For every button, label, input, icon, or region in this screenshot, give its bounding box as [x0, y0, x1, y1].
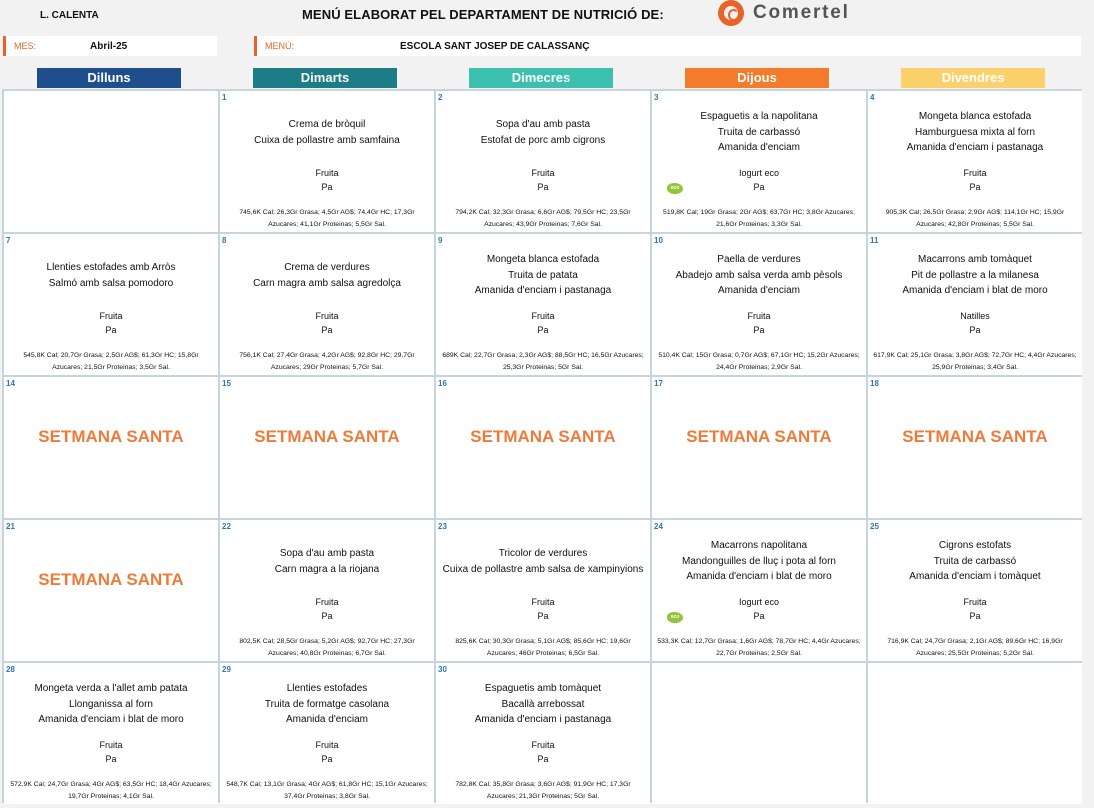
day-cell [868, 234, 1082, 375]
dish-item: Amanida d'enciam i blat de moro [38, 714, 184, 725]
kitchen-type-label: L. CALENTA [40, 10, 99, 21]
dish-item: Cuixa de pollastre amb salsa de xampinyions [442, 563, 644, 575]
dish-item: Truita de carbassó [717, 126, 801, 138]
bread: Pa [753, 325, 765, 335]
day-cell [652, 520, 866, 661]
day-number: 10 [654, 236, 663, 245]
dish-item: Truita de patata [508, 269, 578, 281]
dish-list [4, 260, 218, 291]
bread: Pa [537, 611, 549, 621]
dessert: Fruita [315, 311, 339, 321]
day-cell [220, 520, 434, 661]
dish-item: Mongeta blanca estofada [486, 254, 600, 265]
dish-list [436, 681, 650, 728]
nutrition-info: 533,3K Cal; 12,7Gr Grasa; 1,6Gr AG$; 78,7Gr HC; 4,4Gr Azucares; 22,7Gr Proteinas; 2,5Gr Sal. [657, 638, 861, 657]
holiday-label: SETMANA SANTA [686, 427, 832, 446]
nutrition-info: 519,8K Cal; 19Gr Grasa; 2Gr AG$; 63,7Gr HC; 3,8Gr Azucares; 21,6Gr Proteinas; 3,3Gr Sal. [663, 209, 855, 228]
nutrition-info: 689K Cal; 22,7Gr Grasa; 2,3Gr AG$; 88,5Gr HC; 16,5Gr Azucares; 25,3Gr Proteinas; 5Gr Sal. [442, 352, 644, 371]
dish-item: Amanida d'enciam [718, 285, 800, 296]
dessert: Fruita [99, 311, 123, 321]
dish-item: Amanida d'enciam i tomàquet [909, 571, 1041, 582]
dish-item: Salmó amb salsa pomodoro [48, 277, 174, 289]
bread: Pa [969, 325, 981, 335]
dish-item: Amanida d'enciam i blat de moro [686, 571, 832, 582]
dessert: Natilles [960, 311, 990, 321]
bread: Pa [105, 325, 117, 335]
nutrition-info: 794,2K Cal; 32,3Gr Grasa; 6,6Gr AG$; 79,5Gr HC; 23,5Gr Azucares; 43,9Gr Proteinas; 7,6Gr Sal. [455, 209, 631, 228]
bread: Pa [321, 754, 333, 764]
day-cell [652, 663, 866, 804]
dish-list [436, 252, 650, 299]
dish-item: Sopa d'au amb pasta [495, 119, 591, 130]
dessert: Fruita [315, 597, 339, 607]
bread: Pa [537, 182, 549, 192]
day-cell [4, 91, 218, 232]
logo-text: Comertel [753, 2, 850, 23]
dish-item: Llonganissa al forn [69, 698, 153, 710]
dessert: Fruita [747, 311, 771, 321]
dish-item: Mongeta verda a l'allet amb patata [34, 683, 188, 694]
dessert: Fruita [315, 168, 339, 178]
dish-item: Paella de verdures [717, 254, 801, 265]
dish-list [868, 538, 1082, 585]
day-cell [652, 91, 866, 232]
bread: Pa [321, 611, 333, 621]
month-field [3, 36, 217, 56]
holiday-label: SETMANA SANTA [38, 427, 184, 446]
dessert: Iogurt eco [738, 168, 780, 178]
dish-item: Carn magra a la riojana [274, 563, 380, 575]
day-cell [436, 91, 650, 232]
day-cell [436, 520, 650, 661]
dessert: Fruita [315, 740, 339, 750]
nutrition-info: 756,1K Cal; 27,4Gr Grasa; 4,2Gr AG$; 92,8Gr HC; 29,7Gr Azucares; 29Gr Proteinas; 5,7Gr Sal. [239, 352, 415, 371]
day-cell [436, 663, 650, 804]
dish-list [220, 260, 434, 291]
day-cell [4, 234, 218, 375]
day-number: 22 [222, 522, 231, 531]
month-value: Abril-25 [90, 41, 128, 52]
holiday-label: SETMANA SANTA [38, 570, 184, 589]
dish-list [436, 117, 650, 148]
bread: Pa [321, 325, 333, 335]
day-number: 14 [6, 379, 15, 388]
dessert: Fruita [531, 168, 555, 178]
day-header-dilluns: Dilluns [37, 68, 181, 88]
day-number: 7 [6, 236, 11, 245]
day-cell [868, 91, 1082, 232]
nutrition-info: 905,3K Cal; 26,5Gr Grasa; 2,9Gr AG$; 114,1Gr HC; 15,9Gr Azucares; 42,8Gr Proteinas; 5,5Gr Sal. [885, 209, 1065, 228]
dish-list [220, 681, 434, 728]
day-number: 24 [654, 522, 663, 531]
dessert: Fruita [531, 311, 555, 321]
dish-item: Amanida d'enciam [718, 142, 800, 153]
bread: Pa [969, 182, 981, 192]
day-number: 17 [654, 379, 663, 388]
nutrition-info: 548,7K Cal; 13,1Gr Grasa; 4Gr AG$; 61,8Gr HC; 15,1Gr Azucares; 37,4Gr Proteinas; 3,8Gr Sal. [226, 781, 428, 800]
day-cell [436, 234, 650, 375]
day-cell [868, 520, 1082, 661]
dish-item: Carn magra amb salsa agredolça [253, 277, 401, 289]
dessert: Fruita [99, 740, 123, 750]
dish-list [652, 109, 866, 156]
bread: Pa [753, 611, 765, 621]
dish-item: Estofat de porc amb cigrons [480, 134, 606, 146]
dessert: Fruita [963, 168, 987, 178]
day-number: 30 [438, 665, 447, 674]
dessert: Iogurt eco [738, 597, 780, 607]
dessert: Fruita [963, 597, 987, 607]
month-label: MES: [14, 41, 37, 51]
day-header-divendres: Divendres [901, 68, 1045, 88]
day-cell [4, 520, 218, 661]
day-cell [220, 663, 434, 804]
dish-list [652, 252, 866, 299]
day-header-dijous: Dijous [685, 68, 829, 88]
day-number: 21 [6, 522, 15, 531]
dish-list [220, 117, 434, 148]
dish-item: Sopa d'au amb pasta [279, 548, 375, 559]
dish-item: Cigrons estofats [938, 540, 1012, 551]
dish-item: Mandonguilles de lluç i pota al forn [682, 555, 836, 567]
dish-item: Cuixa de pollastre amb samfaina [254, 134, 400, 146]
comertel-logo-icon [718, 0, 744, 26]
dish-item: Crema de bròquil [288, 119, 366, 130]
company-logo [718, 0, 850, 26]
day-number: 2 [438, 93, 443, 102]
dish-item: Hamburguesa mixta al forn [914, 126, 1036, 138]
day-cell [868, 663, 1082, 804]
day-number: 15 [222, 379, 231, 388]
holiday-label: SETMANA SANTA [902, 427, 1048, 446]
nutrition-info: 572,9K Cal; 24,7Gr Grasa; 4Gr AG$; 63,5Gr HC; 18,4Gr Azucares; 19,7Gr Proteinas; 4,1Gr Sal. [10, 781, 212, 800]
dish-item: Mongeta blanca estofada [918, 111, 1032, 122]
day-number: 28 [6, 665, 15, 674]
day-cell [4, 663, 218, 804]
day-cell [652, 234, 866, 375]
dish-item: Crema de verdures [284, 262, 370, 273]
nutrition-info: 782,8K Cal; 35,8Gr Grasa; 3,6Gr AG$; 91,9Gr HC; 17,3Gr Azucares; 21,3Gr Proteinas; 5Gr Sal. [455, 781, 631, 800]
dish-item: Tricolor de verdures [498, 548, 588, 559]
nutrition-info: 716,9K Cal; 24,7Gr Grasa; 2,1Gr AG$; 89,6Gr HC; 16,9Gr Azucares; 25,5Gr Proteinas; 5,2Gr Sal. [887, 638, 1063, 657]
day-number: 11 [870, 236, 879, 245]
dish-item: Amanida d'enciam i pastanaga [906, 142, 1044, 153]
menu-value: ESCOLA SANT JOSEP DE CALASSANÇ [400, 41, 590, 52]
dessert: Fruita [531, 740, 555, 750]
day-header-dimecres: Dimecres [469, 68, 613, 88]
day-number: 1 [222, 93, 227, 102]
day-cell [220, 234, 434, 375]
page-title: MENÚ ELABORAT PEL DEPARTAMENT DE NUTRICIÓ DE: [302, 7, 664, 22]
day-cell [220, 377, 434, 518]
bread: Pa [537, 754, 549, 764]
dish-item: Llenties estofades amb Arròs [46, 262, 176, 273]
menu-calendar [2, 89, 1082, 803]
holiday-label: SETMANA SANTA [254, 427, 400, 446]
dish-item: Abadejo amb salsa verda amb pèsols [675, 269, 843, 281]
dish-item: Amanida d'enciam i blat de moro [902, 285, 1048, 296]
dish-item: Bacallà arrebossat [501, 698, 585, 710]
bread: Pa [969, 611, 981, 621]
dish-list [652, 538, 866, 585]
day-cell [868, 377, 1082, 518]
day-cell [652, 377, 866, 518]
eco-leaf-icon: eco [667, 183, 683, 194]
bread: Pa [321, 182, 333, 192]
dish-list [868, 252, 1082, 299]
bread: Pa [537, 325, 549, 335]
eco-leaf-icon: eco [667, 612, 683, 623]
nutrition-info: 802,5K Cal; 28,5Gr Grasa; 5,2Gr AG$; 92,7Gr HC; 27,3Gr Azucares; 40,8Gr Proteinas; 6,7Gr Sal. [239, 638, 415, 657]
day-number: 18 [870, 379, 879, 388]
day-number: 29 [222, 665, 231, 674]
dish-item: Amanida d'enciam i pastanaga [474, 714, 612, 725]
nutrition-info: 825,6K Cal; 30,3Gr Grasa; 5,1Gr AG$; 85,6Gr HC; 19,6Gr Azucares; 46Gr Proteinas; 6,5Gr Sal. [455, 638, 631, 657]
nutrition-info: 510,4K Cal; 15Gr Grasa; 0,7Gr AG$; 67,1Gr HC; 15,2Gr Azucares; 24,4Gr Proteinas; 2,9Gr Sal. [658, 352, 860, 371]
bread: Pa [105, 754, 117, 764]
nutrition-info: 745,6K Cal; 26,3Gr Grasa; 4,5Gr AG$; 74,4Gr HC; 17,3Gr Azucares; 41,1Gr Proteinas; 5,5Gr Sal. [239, 209, 415, 228]
dish-item: Amanida d'enciam [286, 714, 368, 725]
day-number: 3 [654, 93, 659, 102]
day-number: 16 [438, 379, 447, 388]
dish-item: Truita de formatge casolana [264, 698, 390, 710]
day-number: 9 [438, 236, 443, 245]
day-number: 23 [438, 522, 447, 531]
menu-label: MENÚ: [265, 41, 294, 51]
dish-list [4, 681, 218, 728]
dish-item: Espaguetis amb tomàquet [484, 683, 602, 694]
dish-item: Truita de carbassó [933, 555, 1017, 567]
menu-field [254, 36, 1081, 56]
bread: Pa [753, 182, 765, 192]
dish-item: Macarrons napolitana [710, 540, 808, 551]
dish-item: Espaguetis a la napolitana [700, 111, 818, 122]
day-cell [4, 377, 218, 518]
holiday-label: SETMANA SANTA [470, 427, 616, 446]
day-number: 8 [222, 236, 227, 245]
day-number: 4 [870, 93, 875, 102]
dish-list [868, 109, 1082, 156]
dish-item: Macarrons amb tomàquet [918, 254, 1032, 265]
day-cell [220, 91, 434, 232]
day-header-dimarts: Dimarts [253, 68, 397, 88]
day-number: 25 [870, 522, 879, 531]
dessert: Fruita [531, 597, 555, 607]
dish-list [220, 546, 434, 577]
dish-item: Amanida d'enciam i pastanaga [474, 285, 612, 296]
dish-item: Llenties estofades [286, 683, 368, 694]
nutrition-info: 545,8K Cal; 20,7Gr Grasa; 2,5Gr AG$; 61,3Gr HC; 15,8Gr Azucares; 21,5Gr Proteinas; 3,5Gr Sal. [23, 352, 199, 371]
dish-list [436, 546, 650, 577]
day-cell [436, 377, 650, 518]
dish-item: Pit de pollastre a la milanesa [911, 269, 1039, 281]
nutrition-info: 617,9K Cal; 25,1Gr Grasa; 3,8Gr AG$; 72,7Gr HC; 4,4Gr Azucares; 25,9Gr Proteinas; 3,4Gr Sal. [873, 352, 1077, 371]
